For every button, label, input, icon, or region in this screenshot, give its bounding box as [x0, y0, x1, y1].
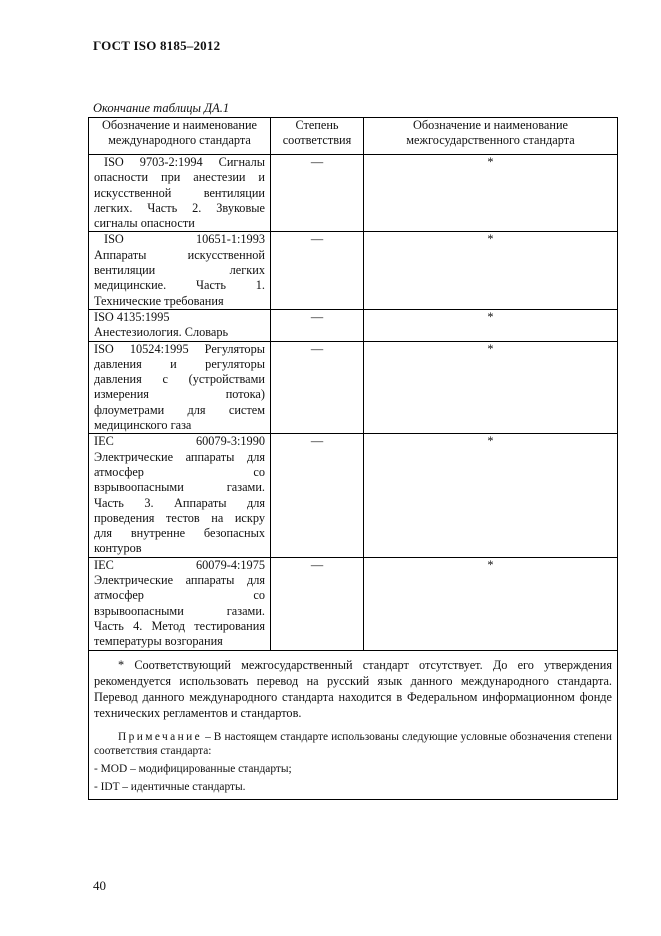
interstate-standard-cell: * [364, 155, 618, 232]
international-standard-cell: ISO 4135:1995 Анестезиология. Словарь [89, 309, 271, 341]
degree-cell: — [271, 232, 364, 309]
table-row [89, 434, 618, 557]
correspondence-table [88, 117, 618, 800]
table-row [89, 557, 618, 650]
interstate-standard-cell: * [364, 434, 618, 557]
note-label: Примечание [118, 730, 203, 743]
degree-cell: — [271, 434, 364, 557]
column-header-interstate: Обозначение и наименование межгосударственного стандарта [364, 118, 618, 155]
note-text: – В настоящем стандарте использованы следующие условные обозначения степени соответствия стандарта: [94, 730, 612, 758]
interstate-standard-cell: * [364, 341, 618, 434]
footnote-text: * Соответствующий межгосударственный стандарт отсутствует. До его утверждения рекомендуется использовать перевод на русский язык данного международного стандарта. Перевод данного международного стандарта находится в Федеральном информационном фонде технических регламентов и стандартов. [94, 657, 612, 721]
footnote-cell [89, 650, 618, 800]
table-row [89, 341, 618, 434]
degree-cell: — [271, 155, 364, 232]
column-header-international: Обозначение и наименование международного стандарта [89, 118, 271, 155]
table-row [89, 155, 618, 232]
note-item: - MOD – модифицированные стандарты; [94, 763, 292, 776]
note-paragraph [94, 730, 612, 760]
interstate-standard-cell: * [364, 309, 618, 341]
international-standard-cell: IEC 60079-3:1990 Электрические аппараты для атмосфер со взрывоопасными газами. Часть 3. Аппараты для проведения тестов на искру для внутренне безопасных контуров [89, 434, 271, 557]
table-row [89, 309, 618, 341]
international-standard-cell: IEC 60079-4:1975 Электрические аппараты для атмосфер со взрывоопасными газами. Часть 4. Метод тестирования температуры возгорания [89, 557, 271, 650]
table-header-row [89, 118, 618, 155]
interstate-standard-cell: * [364, 232, 618, 309]
note-item: - IDT – идентичные стандарты. [94, 781, 246, 794]
international-standard-cell: ISO 10651-1:1993 Аппараты искусственной вентиляции легких медицинские. Часть 1. Технические требования [89, 232, 271, 309]
degree-cell: — [271, 557, 364, 650]
international-standard-cell: ISO 10524:1995 Регуляторы давления и регуляторы давления с (устройствами измерения потока) флоуметрами для систем медицинского газа [89, 341, 271, 434]
page-number: 40 [93, 878, 106, 893]
international-standard-cell: ISO 9703-2:1994 Сигналы опасности при анестезии и искусственной вентиляции легких. Часть 2. Звуковые сигналы опасности [89, 155, 271, 232]
document-header: ГОСТ ISO 8185–2012 [93, 38, 221, 53]
column-header-degree: Степень соответствия [271, 118, 364, 155]
table-caption: Окончание таблицы ДА.1 [93, 101, 230, 115]
table-row [89, 232, 618, 309]
footnote-row [89, 650, 618, 800]
degree-cell: — [271, 309, 364, 341]
interstate-standard-cell: * [364, 557, 618, 650]
degree-cell: — [271, 341, 364, 434]
